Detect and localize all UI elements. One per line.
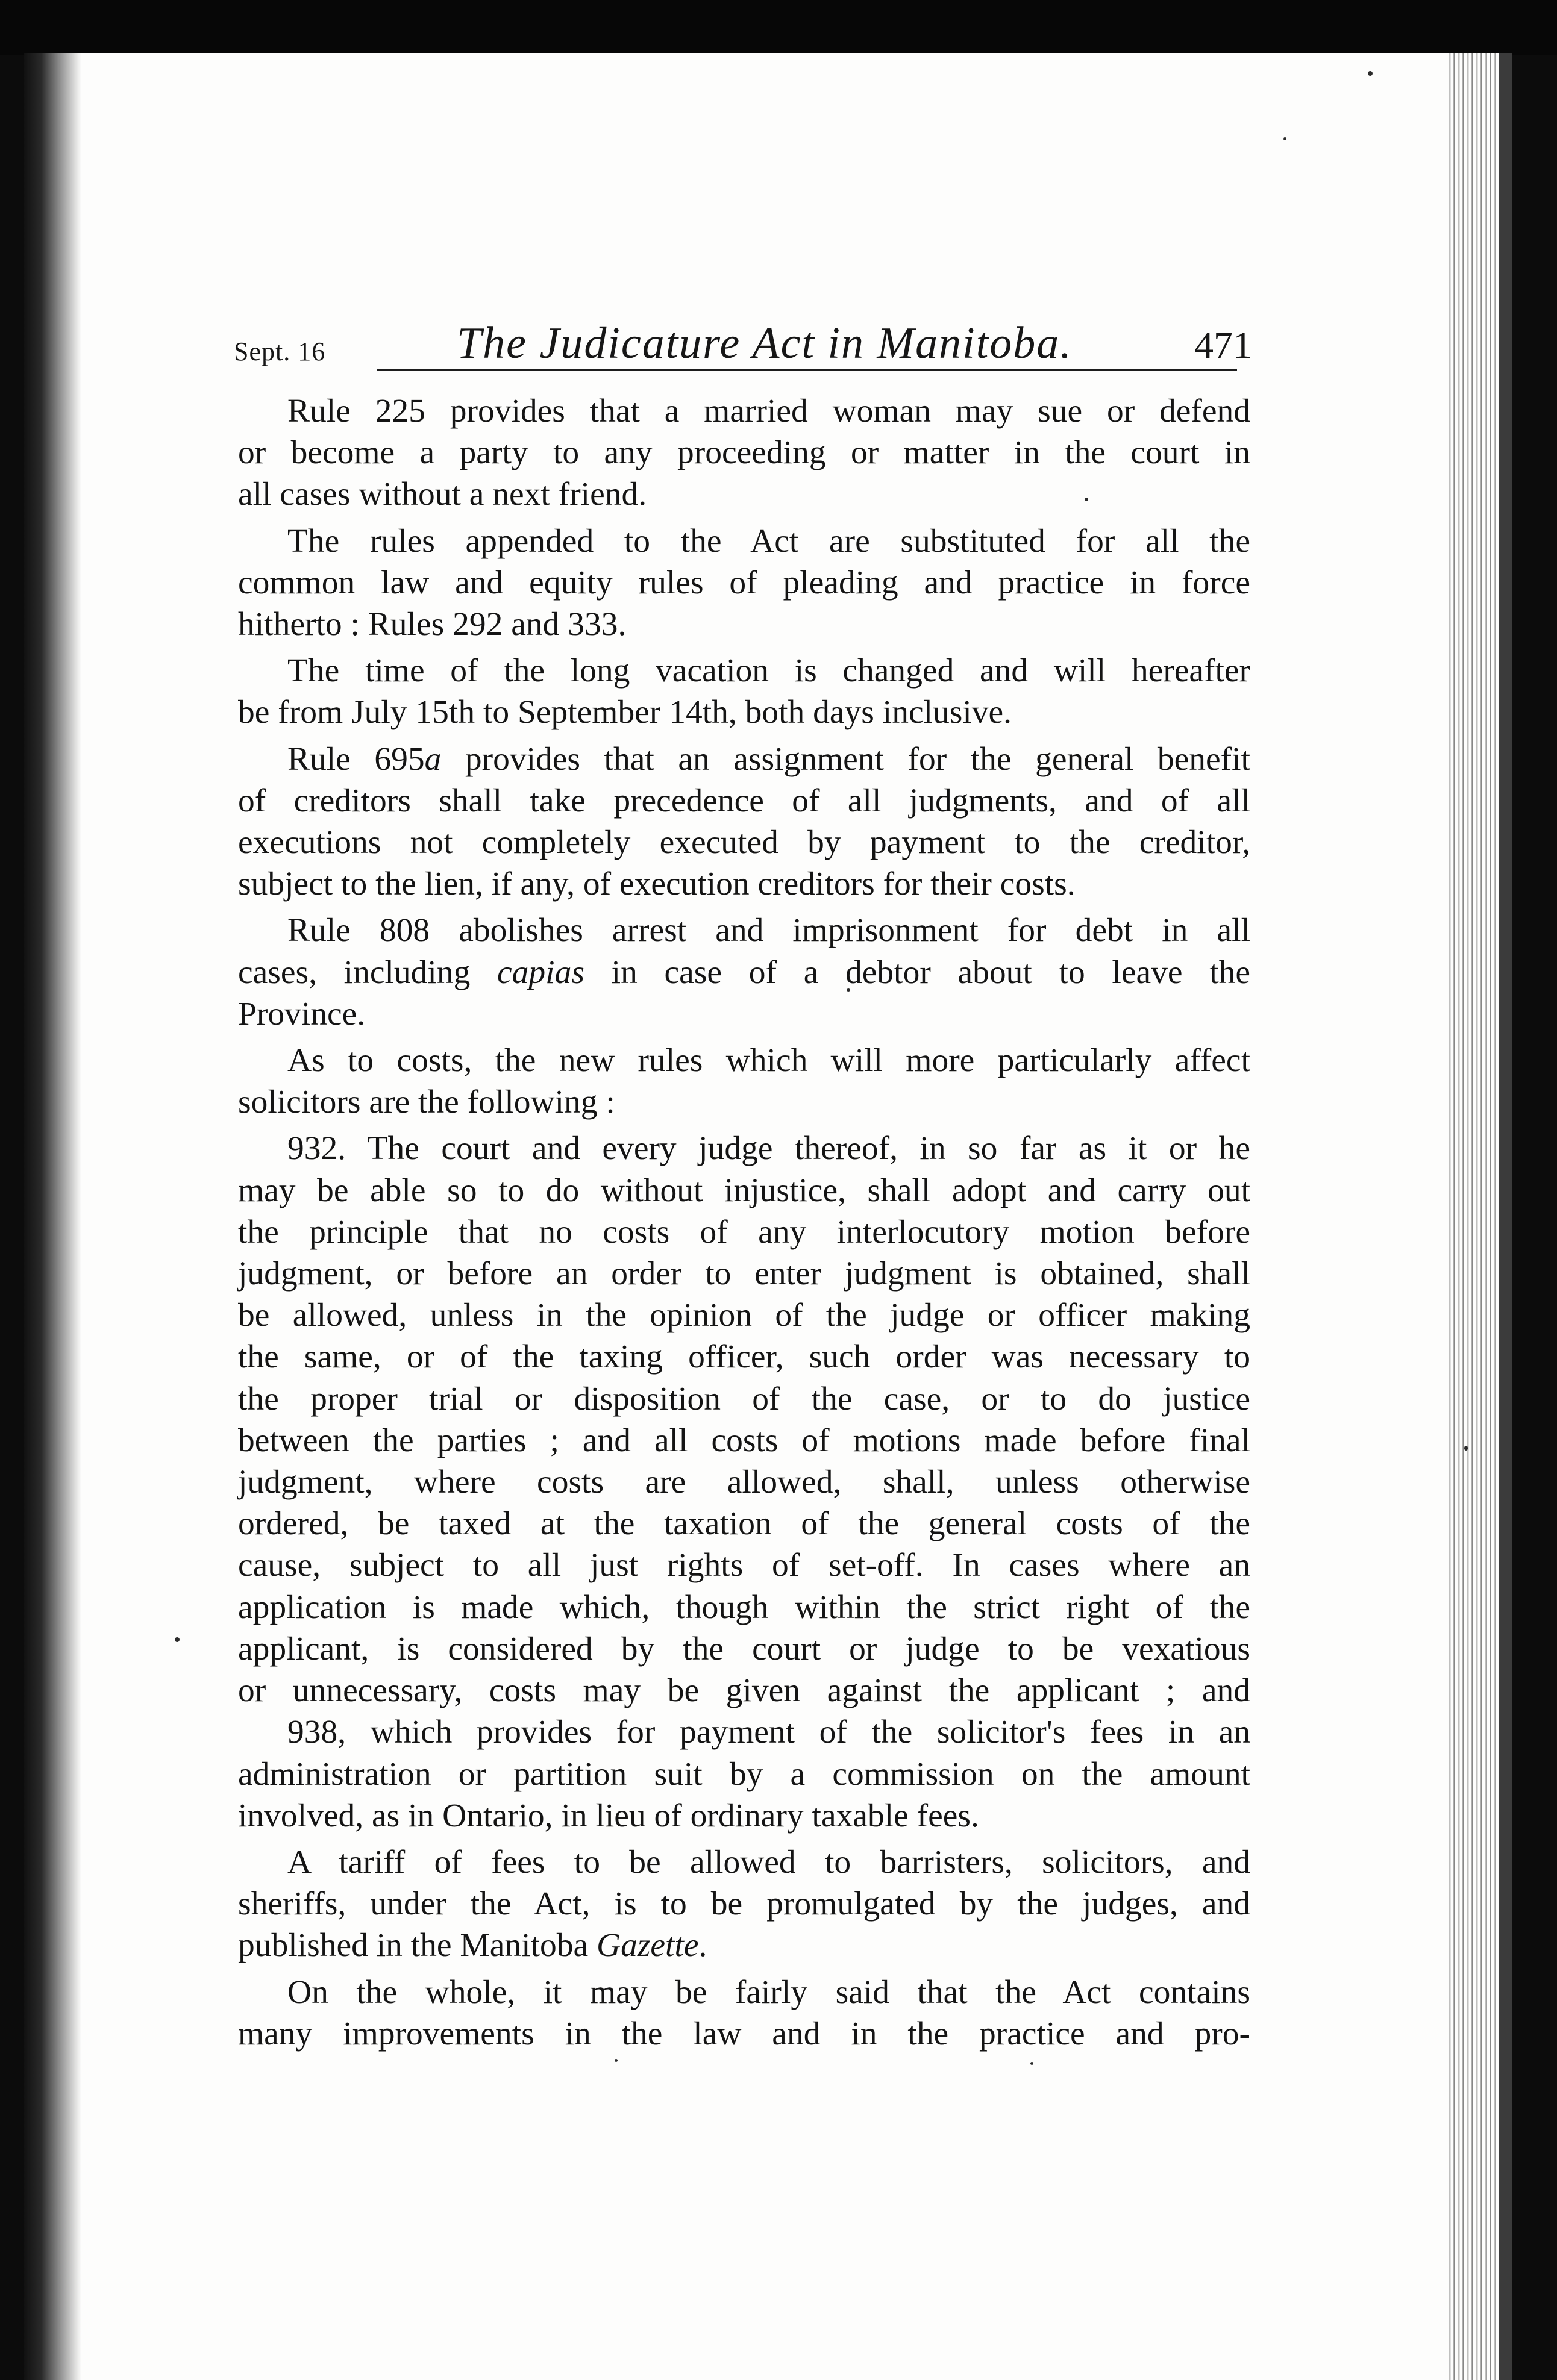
text-line: between the parties ; and all costs of motions made before final <box>238 1422 1250 1459</box>
text-line: Province. <box>238 995 366 1032</box>
paragraph-gap <box>238 1967 1250 1972</box>
italic-term: capias <box>497 954 584 991</box>
text-line <box>238 952 1250 993</box>
text-line: The time of the long vacation is changed and will hereafter <box>287 652 1250 690</box>
italic-term: a <box>424 740 442 778</box>
running-head-title: The Judicature Act in Manitoba. <box>457 319 1073 368</box>
text-line: involved, as in Ontario, in lieu of ordinary taxable fees. <box>238 1797 979 1834</box>
text-line: or become a party to any proceeding or matter in the court in <box>238 434 1250 472</box>
text-line: judgment, where costs are allowed, shall, unless otherwise <box>238 1464 1250 1501</box>
text-line: all cases without a next friend. <box>238 476 647 513</box>
text-segment: in case of a debtor about to leave the <box>584 954 1250 991</box>
text-line <box>238 739 1250 780</box>
scan-speck <box>615 2059 618 2062</box>
text-line: As to costs, the new rules which will more particularly affect <box>287 1042 1250 1079</box>
text-line: common law and equity rules of pleading and practice in force <box>238 564 1250 601</box>
text-line <box>238 1925 1250 1966</box>
text-segment: . <box>698 1927 707 1964</box>
text-segment: cases, including <box>238 954 498 991</box>
text-line: administration or partition suit by a commission on the amount <box>238 1755 1250 1793</box>
text-line: cause, subject to all just rights of set-off. In cases where an <box>238 1547 1250 1584</box>
binding-shadow <box>24 53 81 2380</box>
text-line: many improvements in the law and in the practice and pro- <box>238 2015 1250 2052</box>
text-line: applicant, is considered by the court or judge to be vexatious <box>238 1630 1250 1667</box>
scan-speck <box>1464 1446 1468 1451</box>
page-number: 471 <box>1194 323 1252 366</box>
text-line: the principle that no costs of any interlocutory motion before <box>238 1213 1250 1251</box>
text-line: of creditors shall take precedence of all judgments, and of all <box>238 782 1250 819</box>
text-line: be from July 15th to September 14th, both days inclusive. <box>238 694 1012 731</box>
text-line: On the whole, it may be fairly said that the Act contains <box>287 1973 1250 2011</box>
italic-term: Gazette <box>597 1927 699 1964</box>
running-head-date: Sept. 16 <box>234 337 326 366</box>
text-line: or unnecessary, costs may be given against the applicant ; and <box>238 1672 1250 1710</box>
text-line: hitherto : Rules 292 and 333. <box>238 606 627 643</box>
paragraph-gap <box>238 905 1250 910</box>
text-line: the proper trial or disposition of the case, or to do justice <box>238 1380 1250 1417</box>
text-line: solicitors are the following : <box>238 1084 615 1121</box>
page-edges <box>1446 53 1512 2380</box>
paragraph-gap <box>238 1123 1250 1128</box>
scan-border-top <box>0 0 1557 55</box>
text-line: The rules appended to the Act are substituted for all the <box>287 522 1250 560</box>
text-line: A tariff of fees to be allowed to barristers, solicitors, and <box>287 1843 1250 1881</box>
text-segment: Rule 695 <box>287 740 425 778</box>
paragraph-gap <box>238 734 1250 739</box>
text-line: 932. The court and every judge thereof, in so far as it or he <box>287 1130 1250 1167</box>
text-line: subject to the lien, if any, of execution creditors for their costs. <box>238 866 1076 903</box>
scan-speck <box>175 1637 180 1642</box>
running-head <box>234 318 1252 373</box>
text-line: 938, which provides for payment of the solicitor's fees in an <box>287 1714 1250 1751</box>
scan-speck <box>1283 137 1286 140</box>
scan-speck <box>1030 2062 1033 2065</box>
text-line: may be able so to do without injustice, shall adopt and carry out <box>238 1172 1250 1209</box>
text-line: be allowed, unless in the opinion of the judge or officer making <box>238 1297 1250 1334</box>
text-line: application is made which, though within the strict right of the <box>238 1588 1250 1626</box>
paragraph-gap <box>238 1035 1250 1040</box>
text-line: executions not completely executed by payment to the creditor, <box>238 824 1250 861</box>
paragraph-gap <box>238 516 1250 520</box>
paragraph-gap <box>238 1837 1250 1841</box>
text-segment: published in the Manitoba <box>238 1927 597 1964</box>
paragraph-gap <box>238 645 1250 650</box>
text-line: ordered, be taxed at the taxation of the general costs of the <box>238 1505 1250 1543</box>
text-segment: provides that an assignment for the general benefit <box>441 740 1250 778</box>
text-line: sheriffs, under the Act, is to be promulgated by the judges, and <box>238 1885 1250 1923</box>
text-line: Rule 808 abolishes arrest and imprisonment for debt in all <box>287 912 1250 949</box>
text-line: judgment, or before an order to enter judgment is obtained, shall <box>238 1255 1250 1293</box>
text-line: the same, or of the taxing officer, such order was necessary to <box>238 1338 1250 1376</box>
running-head-rule <box>377 369 1237 371</box>
text-line: Rule 225 provides that a married woman may sue or defend <box>287 393 1250 429</box>
body-text <box>238 390 1250 2055</box>
scan-speck <box>1368 71 1373 76</box>
